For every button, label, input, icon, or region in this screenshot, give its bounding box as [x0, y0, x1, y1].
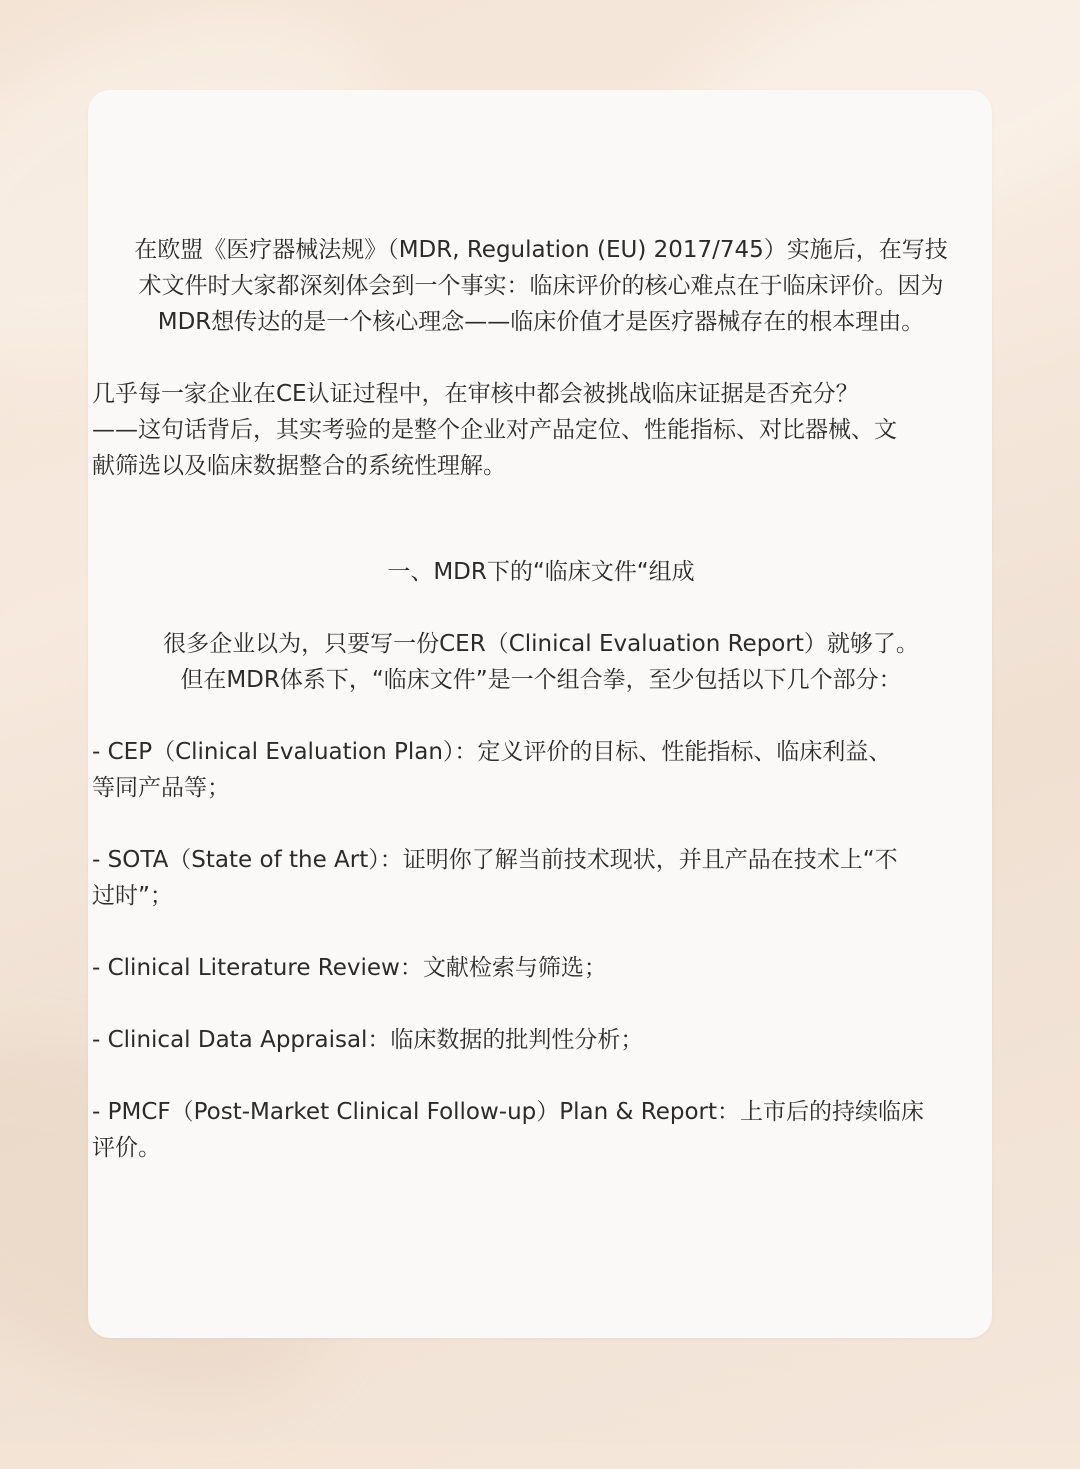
section-heading: 一、MDR下的“临床文件“组成 [387, 559, 695, 585]
challenge-line: 献筛选以及临床数据整合的系统性理解。 [92, 453, 506, 479]
list-item [92, 950, 990, 986]
challenge-line: ——这句话背后，其实考验的是整个企业对产品定位、性能指标、对比器械、文 [92, 417, 897, 443]
lead-line: 很多企业以为，只要写一份CER（Clinical Evaluation Report）就够了。 [163, 631, 919, 657]
lead-line: 但在MDR体系下，“临床文件”是一个组合拳，至少包括以下几个部分： [180, 667, 902, 693]
list-item-line: 评价。 [92, 1135, 161, 1161]
list-item-line: - Clinical Literature Review：文献检索与筛选； [92, 955, 607, 981]
challenge-paragraph [92, 376, 990, 484]
list-item-line: 过时”； [92, 883, 173, 909]
article-body [92, 232, 990, 1166]
list-item [92, 1022, 990, 1058]
list-item [92, 1094, 990, 1166]
list-item-line: - Clinical Data Appraisal：临床数据的批判性分析； [92, 1027, 644, 1053]
list-item [92, 734, 990, 806]
intro-line: 在欧盟《医疗器械法规》（MDR, Regulation (EU) 2017/745）实施后，在写技 [134, 237, 948, 263]
list-item-line: - SOTA（State of the Art）：证明你了解当前技术现状，并且产品在技术上“不 [92, 847, 898, 873]
intro-line: MDR想传达的是一个核心理念——临床价值才是医疗器械存在的根本理由。 [157, 309, 925, 335]
list-item-line: - CEP（Clinical Evaluation Plan）：定义评价的目标、性能指标、临床利益、 [92, 739, 892, 765]
list-item-line: 等同产品等； [92, 775, 230, 801]
intro-paragraph [92, 232, 990, 340]
intro-line: 术文件时大家都深刻体会到一个事实：临床评价的核心难点在于临床评价。因为 [138, 273, 944, 299]
challenge-line: 几乎每一家企业在CE认证过程中，在审核中都会被挑战临床证据是否充分？ [92, 381, 859, 407]
section-lead [92, 626, 990, 698]
list-item [92, 842, 990, 914]
list-item-line: - PMCF（Post-Market Clinical Follow-up）Plan & Report：上市后的持续临床 [92, 1099, 925, 1125]
